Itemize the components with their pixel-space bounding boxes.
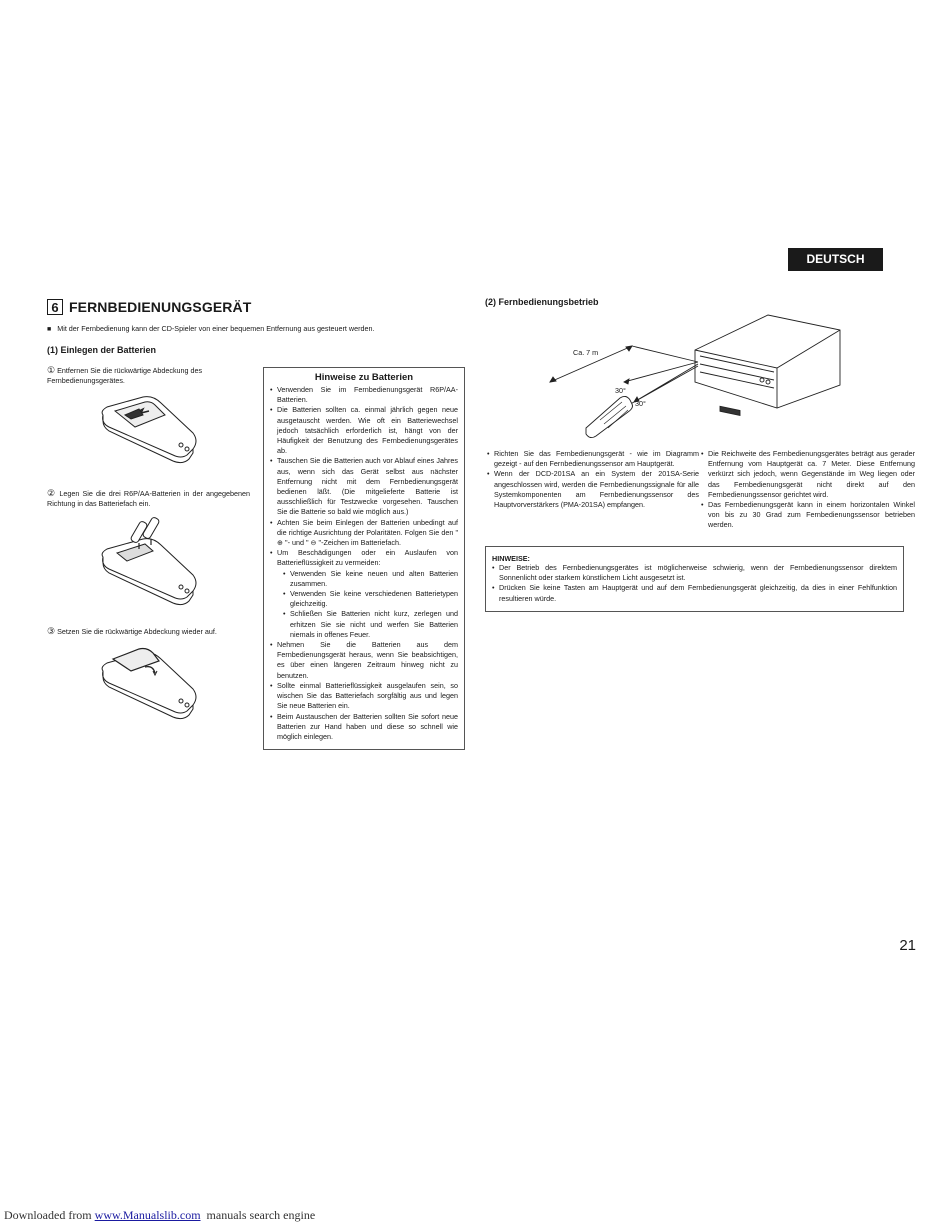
operation-left-list [481, 449, 705, 510]
language-tab-label: DEUTSCH [806, 252, 865, 266]
battery-hints-box [263, 367, 465, 750]
notes-box [485, 546, 904, 612]
intro-text [47, 324, 467, 333]
step-text: Legen Sie die drei R6P/AA-Batterien in der angegebenen Richtung in das Batteriefach ein. [47, 489, 250, 508]
note-item: • Drücken Sie keine Tasten am Hauptgerät und auf dem Fernbedienungsgerät gleichzeitig, da dies in einer Fehlfunktion resultieren würde. [492, 583, 897, 603]
footer-prefix: Downloaded from [4, 1208, 95, 1222]
battery-step-2 [47, 488, 250, 509]
download-footer [4, 1208, 315, 1223]
hint-item-leakage [270, 548, 458, 640]
language-tab [788, 248, 883, 271]
diagram-distance-label: Ca. 7 m [573, 348, 599, 357]
hint-item: • Tauschen Sie die Batterien auch vor Ablauf eines Jahres aus, wenn sich das Gerät selbst aus nächster Entfernung nicht mit dem Fernbedienungsgerät bedienen läßt. (Die mitgelieferte Batterie ist ausschließlich für Testzwecke vorgesehen. Tauschen Sie die Batterie so bald wie möglich aus.) [270, 456, 458, 517]
intro-bullet: ■ [47, 326, 52, 333]
battery-step-3 [47, 626, 257, 637]
section-number: 6 [47, 299, 63, 315]
operation-item: • Richten Sie das Fernbedienungsgerät - wie im Diagramm gezeigt - auf den Fernbedienungssensor am Hauptgerät. [487, 449, 699, 469]
section-title [47, 299, 251, 315]
hint-item: • Nehmen Sie die Batterien aus dem Fernbedienungsgerät heraus, wenn Sie beabsichtigen, es über einen längeren Zeitraum hinweg nicht zu benutzen. [270, 640, 458, 681]
hint-item: • Achten Sie beim Einlegen der Batterien unbedingt auf die richtige Ausrichtung der Polaritäten. Folgen Sie den " ⊕ "- und " ⊖ "-Zeichen im Batteriefach. [270, 518, 458, 549]
remote-range-diagram [540, 310, 850, 440]
hint-sub-item: • Schließen Sie Batterien nicht kurz, zerlegen und erhitzen Sie sie nicht und werfen Sie Batterien niemals in offenes Feuer. [283, 609, 458, 640]
batteries-heading: (1) Einlegen der Batterien [47, 345, 157, 355]
cover-replacement-illustration [95, 645, 205, 725]
hint-sub-item: • Verwenden Sie keine verschiedenen Batterietypen gleichzeitig. [283, 589, 458, 609]
step-number: ① [47, 365, 56, 375]
battery-hints-title: Hinweise zu Batterien [314, 372, 414, 383]
hint-sub-item: • Verwenden Sie keine neuen und alten Batterien zusammen. [283, 569, 458, 589]
hint-item: • Sollte einmal Batterieflüssigkeit ausgelaufen sein, so wischen Sie das Batteriefach sorgfältig aus und legen Sie neue Batterien ein. [270, 681, 458, 712]
remote-cover-removal-illustration [95, 393, 205, 473]
hint-item-text: Um Beschädigungen oder ein Auslaufen von Batterieflüssigkeit zu vermeiden: [277, 548, 458, 568]
intro-sentence: Mit der Fernbedienung kann der CD-Spieler von einer bequemen Entfernung aus gesteuert werden. [57, 324, 375, 333]
step-text: Setzen Sie die rückwärtige Abdeckung wieder auf. [57, 627, 217, 636]
operation-item: • Das Fernbedienungsgerät kann in einem horizontalen Winkel von bis zu 30 Grad zum Fernbedienungssensor betrieben werden. [701, 500, 915, 531]
hint-item: • Beim Austauschen der Batterien sollten Sie sofort neue Batterien zur Hand haben und diese so schnell wie möglich einlegen. [270, 712, 458, 743]
step-number: ② [47, 488, 57, 498]
section-title-text: FERNBEDIENUNGSGERÄT [69, 299, 252, 315]
diagram-angle-top-label: 30° [615, 386, 626, 395]
battery-insertion-illustration [95, 515, 205, 615]
operation-item: • Die Reichweite des Fernbedienungsgerätes beträgt aus gerader Entfernung vom Hauptgerät ca. 7 Meter. Diese Entfernung verkürzt sich jedoch, wenn Gegenstände im Weg liegen oder das Fernbedienungsgerät nicht direkt auf den Fernbedienungssensor gerichtet wird. [701, 449, 915, 500]
page-number: 21 [899, 937, 916, 954]
hint-sub-list [277, 569, 458, 640]
note-item: • Der Betrieb des Fernbedienungsgerätes ist möglicherweise schwierig, wenn der Fernbedienungssensor direktem Sonnenlicht oder starkem künstlichem Licht ausgesetzt ist. [492, 563, 897, 583]
step-text: Entfernen Sie die rückwärtige Abdeckung des Fernbedienungsgerätes. [47, 366, 203, 385]
step-number: ③ [47, 626, 56, 636]
battery-step-1 [47, 365, 247, 386]
footer-suffix: manuals search engine [200, 1208, 316, 1222]
hint-item: • Die Batterien sollten ca. einmal jährlich gegen neue ausgetauscht werden. Wie oft ein Batteriewechsel jedoch tatsächlich erforderlich ist, hängt von der Häufigkeit der Benutzung des Fernbedienungsgerätes ab. [270, 405, 458, 456]
manualslib-link[interactable]: www.Manualslib.com [94, 1208, 201, 1222]
notes-title: HINWEISE: [492, 554, 530, 563]
battery-hints-list [264, 385, 464, 742]
notes-list [492, 563, 897, 604]
operation-heading: (2) Fernbedienungsbetrieb [485, 297, 599, 307]
operation-right-list [695, 449, 921, 531]
operation-item: • Wenn der DCD-201SA an ein System der 201SA-Serie angeschlossen wird, werden die Fernbedienungssignale für alle Systemkomponenten am Fernbedienungssensor des Hauptvorverstärkers (PMA-201SA) empfangen. [487, 469, 699, 510]
diagram-angle-bottom-label: 30° [635, 399, 646, 408]
hint-item: • Verwenden Sie im Fernbedienungsgerät R6P/AA-Batterien. [270, 385, 458, 405]
